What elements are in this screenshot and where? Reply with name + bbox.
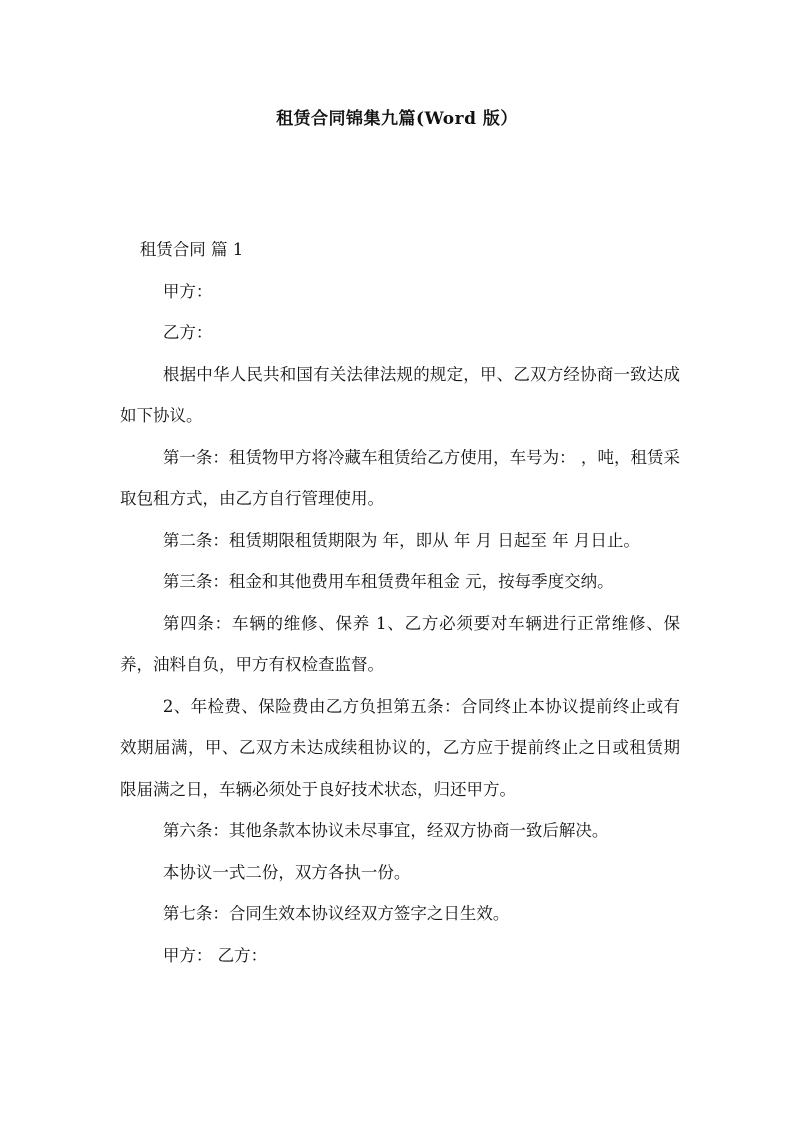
article-6-paragraph: 第六条：其他条款本协议未尽事宜，经双方协商一致后解决。 — [162, 821, 609, 840]
copies-paragraph: 本协议一式二份，双方各执一份。 — [162, 862, 411, 882]
party-a-line: 甲方： — [162, 281, 213, 301]
section-heading: 租赁合同 篇 1 — [139, 240, 244, 259]
article-2-paragraph: 第二条：租赁期限租赁期限为 年，即从 年 月 日起至 年 月日止。 — [162, 530, 640, 550]
preamble-paragraph: 根据中华人民共和国有关法律法规的规定，甲、乙双方经协商一致达成如下协议。 — [120, 364, 680, 425]
article-5-paragraph: 2、年检费、保险费由乙方负担第五条：合同终止本协议提前终止或有效期届满，甲、乙双方未达成续租协议的，乙方应于提前终止之日或租赁期限届满之日，车辆必须处于良好技术状态，归还甲方。 — [120, 696, 680, 799]
party-b-line: 乙方： — [162, 323, 213, 342]
signature-line: 甲方： 乙方： — [162, 945, 268, 965]
article-7-paragraph: 第七条：合同生效本协议经双方签字之日生效。 — [162, 904, 510, 923]
article-3-paragraph: 第三条：租金和其他费用车租赁费年租金 元，按每季度交纳。 — [162, 572, 614, 591]
article-4-paragraph: 第四条：车辆的维修、保养 1、乙方必须要对车辆进行正常维修、保养，油料自负，甲方有权检查监督。 — [120, 613, 680, 674]
document-body — [120, 229, 680, 976]
article-1-paragraph: 第一条：租赁物甲方将冷藏车租赁给乙方使用，车号为： ，吨，租赁采取包租方式，由乙方自行管理使用。 — [120, 447, 680, 508]
document-title: 租赁合同锦集九篇(Word 版） — [276, 109, 518, 129]
